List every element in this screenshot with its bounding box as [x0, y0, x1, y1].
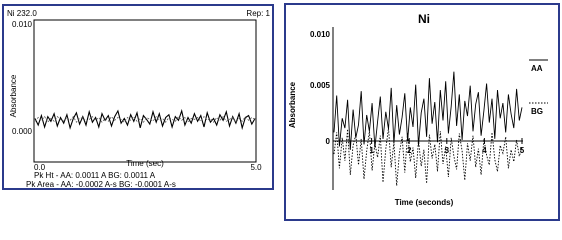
- right-ytick-0005: 0.005: [309, 81, 330, 90]
- left-footer-peak-area: Pk Area - AA: -0.0002 A-s BG: -0.0001 A-s: [26, 180, 176, 189]
- legend-aa-label: AA: [531, 64, 543, 73]
- left-xtick-start: 0.0: [34, 163, 46, 172]
- right-xtick-label-2: 2: [406, 146, 412, 155]
- left-panel-title: Ni 232.0: [7, 9, 37, 18]
- left-ylabel: Absorbance: [9, 74, 18, 118]
- right-series-bg: [334, 128, 522, 186]
- left-chart-panel: [2, 4, 274, 190]
- right-xtick-label-4: 4: [482, 146, 487, 155]
- left-ytick-zero: 0.000: [11, 127, 32, 136]
- left-plot-frame: [34, 20, 256, 162]
- left-footer-peak-height: Pk Ht - AA: 0.0011 A BG: 0.0011 A: [34, 171, 156, 180]
- right-xtick-label-5: 5: [519, 146, 525, 155]
- right-chart-panel: [284, 3, 560, 221]
- left-xtick-end: 5.0: [250, 163, 262, 172]
- right-xtick-label-3: 3: [444, 146, 450, 155]
- left-series-group: [35, 111, 255, 128]
- left-chart-svg: [4, 6, 276, 192]
- right-series-group: [334, 72, 522, 186]
- right-chart-svg: [286, 5, 562, 223]
- left-xlabel: Time (sec): [126, 159, 164, 168]
- right-ytick-0010: 0.010: [309, 30, 330, 39]
- right-ytick-0: 0: [325, 137, 330, 146]
- right-xlabel: Time (seconds): [394, 198, 454, 207]
- right-ylabel: Absorbance: [288, 81, 297, 129]
- left-ytick-top: 0.010: [11, 20, 32, 29]
- left-repeat-label: Rep: 1: [246, 9, 270, 18]
- right-series-aa: [334, 72, 522, 150]
- right-xtick-label-1: 1: [369, 146, 374, 155]
- legend-bg-label: BG: [531, 107, 543, 116]
- right-chart-title: Ni: [418, 12, 430, 26]
